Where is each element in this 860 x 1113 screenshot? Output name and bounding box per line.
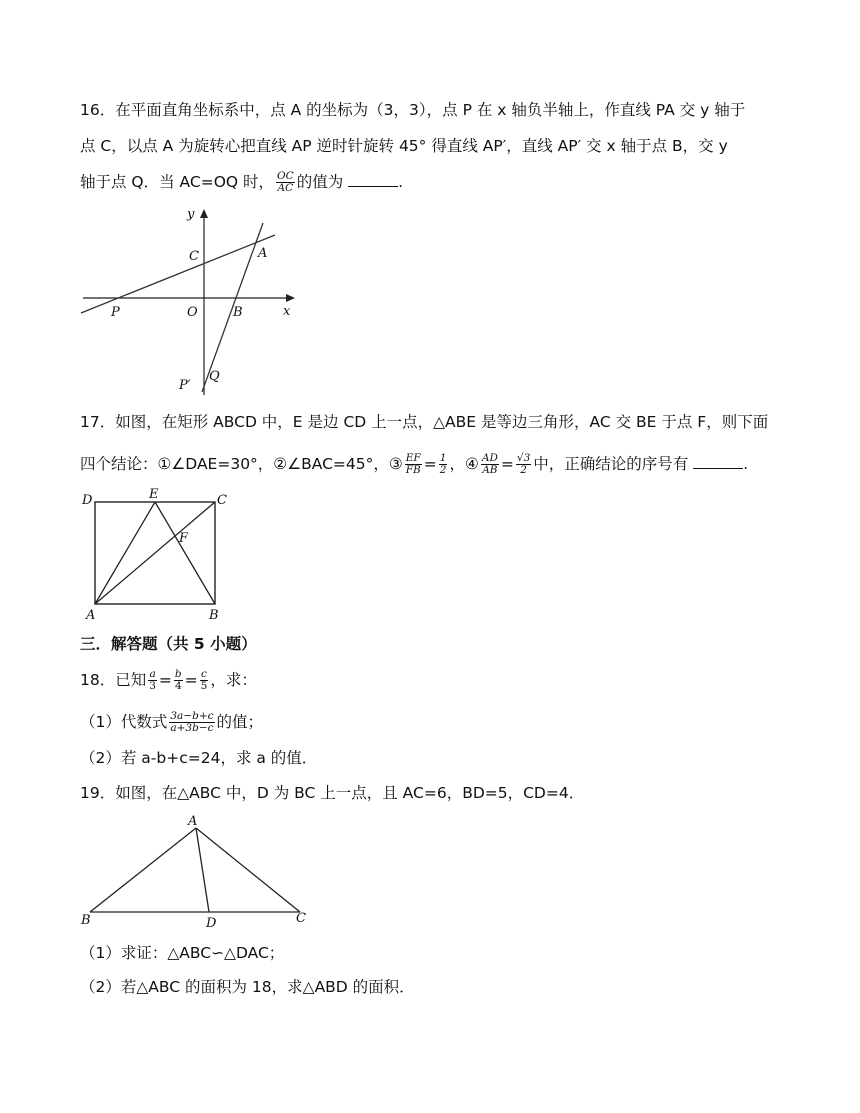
q17-label-C: C xyxy=(217,493,227,508)
q19-part-1: （1）求证：△ABC∽△DAC； xyxy=(80,944,285,962)
section-3-heading: 三．解答题（共 5 小题） xyxy=(80,635,257,653)
q19-label-C: C xyxy=(296,911,306,926)
q16-label-Pp: P′ xyxy=(179,378,191,393)
q16-line-3-text: 轴于点 Q．当 AC=OQ 时， xyxy=(80,173,275,191)
q18-part-2: （2）若 a-b+c=24，求 a 的值． xyxy=(80,749,318,767)
q16-label-A: A xyxy=(258,246,268,261)
q17-frac-root3 xyxy=(516,453,531,476)
q18-3: 3 xyxy=(149,680,156,692)
q18-frac-c5 xyxy=(200,669,209,692)
q17-figure xyxy=(78,484,238,624)
q18-eq-2: = xyxy=(184,671,198,689)
q16-figure xyxy=(75,200,305,400)
q17-eq-2: = xyxy=(500,455,514,473)
q17-root3-den: 2 xyxy=(520,464,527,476)
q16-answer-blank xyxy=(348,172,398,187)
q19-label-B: B xyxy=(81,913,91,928)
q17-label-E: E xyxy=(149,487,159,502)
q17-frac-half xyxy=(439,453,448,476)
q16-label-O: O xyxy=(187,305,198,320)
q18-b: b xyxy=(174,668,182,680)
q17-half-den: 2 xyxy=(439,464,447,476)
q18-c: c xyxy=(201,668,207,680)
q19-figure xyxy=(78,810,318,930)
q17-root3-num: √3 xyxy=(516,452,531,464)
q19-part-2: （2）若△ABC 的面积为 18，求△ABD 的面积． xyxy=(80,978,415,996)
q17-frac-ab: AB xyxy=(482,464,498,476)
q18-part-1-post: 的值； xyxy=(216,713,264,731)
q17-frac-ad-ab xyxy=(481,453,499,476)
q16-period: . xyxy=(398,173,404,191)
q18-intro: 18．已知 xyxy=(80,671,147,689)
q17-frac-ef-fb xyxy=(405,453,422,476)
q17-answer-blank xyxy=(693,454,743,469)
q16-label-B: B xyxy=(233,305,243,320)
q17-frac-fb: FB xyxy=(405,464,421,476)
q16-line-3 xyxy=(80,171,403,194)
q16-fraction xyxy=(276,171,295,194)
q16-line-2: 点 C，以点 A 为旋转心把直线 AP 逆时针旋转 45° 得直线 AP′，直线 AP′ 交 x 轴于点 B，交 y xyxy=(80,137,728,155)
q17-half-num: 1 xyxy=(439,452,447,464)
q18-part-1 xyxy=(80,711,263,734)
q18-line-1 xyxy=(80,669,257,692)
q16-frac-den: AC xyxy=(277,182,294,194)
q16-label-P: P xyxy=(111,305,120,320)
q18-expr-num: 3a−b+c xyxy=(170,710,214,722)
q17-line-2 xyxy=(80,453,748,476)
q17-line-2-post: 中，正确结论的序号有 xyxy=(533,455,689,473)
q17-line-1: 17．如图，在矩形 ABCD 中，E 是边 CD 上一点，△ABE 是等边三角形，AC 交 BE 于点 F，则下面 xyxy=(80,413,769,431)
q18-a: a xyxy=(149,668,156,680)
q16-line-3-post: 的值为 xyxy=(296,173,344,191)
q19-label-D: D xyxy=(206,916,217,930)
q16-frac-num: OC xyxy=(277,170,294,182)
q18-4: 4 xyxy=(174,680,182,692)
q18-part-1-text: （1）代数式 xyxy=(80,713,168,731)
q17-frac-ad: AD xyxy=(481,452,498,464)
q16-label-x: x xyxy=(283,304,291,319)
q17-label-A: A xyxy=(86,608,96,623)
q17-frac-ef: EF xyxy=(405,452,421,464)
q17-label-B: B xyxy=(209,608,219,623)
q17-eq-1: = xyxy=(423,455,437,473)
q17-label-D: D xyxy=(82,493,93,508)
q18-expression xyxy=(169,711,214,734)
q17-separator: ，④ xyxy=(449,455,479,473)
q16-label-y: y xyxy=(187,207,195,222)
q19-label-A: A xyxy=(188,814,198,829)
q17-line-2-text: 四个结论：①∠DAE=30°，②∠BAC=45°，③ xyxy=(80,455,403,473)
q18-eq-1: = xyxy=(158,671,172,689)
q18-frac-b4 xyxy=(174,669,183,692)
q18-expr-den: a+3b−c xyxy=(170,722,214,734)
q18-frac-a3 xyxy=(148,669,157,692)
q17-label-F: F xyxy=(179,531,189,546)
q16-label-C: C xyxy=(189,249,199,264)
q19-line-1: 19．如图，在△ABC 中，D 为 BC 上一点，且 AC=6，BD=5，CD=4． xyxy=(80,784,585,802)
q16-label-Q: Q xyxy=(209,369,220,384)
q16-line-1: 16．在平面直角坐标系中，点 A 的坐标为（3，3），点 P 在 x 轴负半轴上，作直线 PA 交 y 轴于 xyxy=(80,101,746,119)
q18-5: 5 xyxy=(200,680,208,692)
q17-period: . xyxy=(743,455,749,473)
q18-ask: ，求： xyxy=(210,671,257,689)
